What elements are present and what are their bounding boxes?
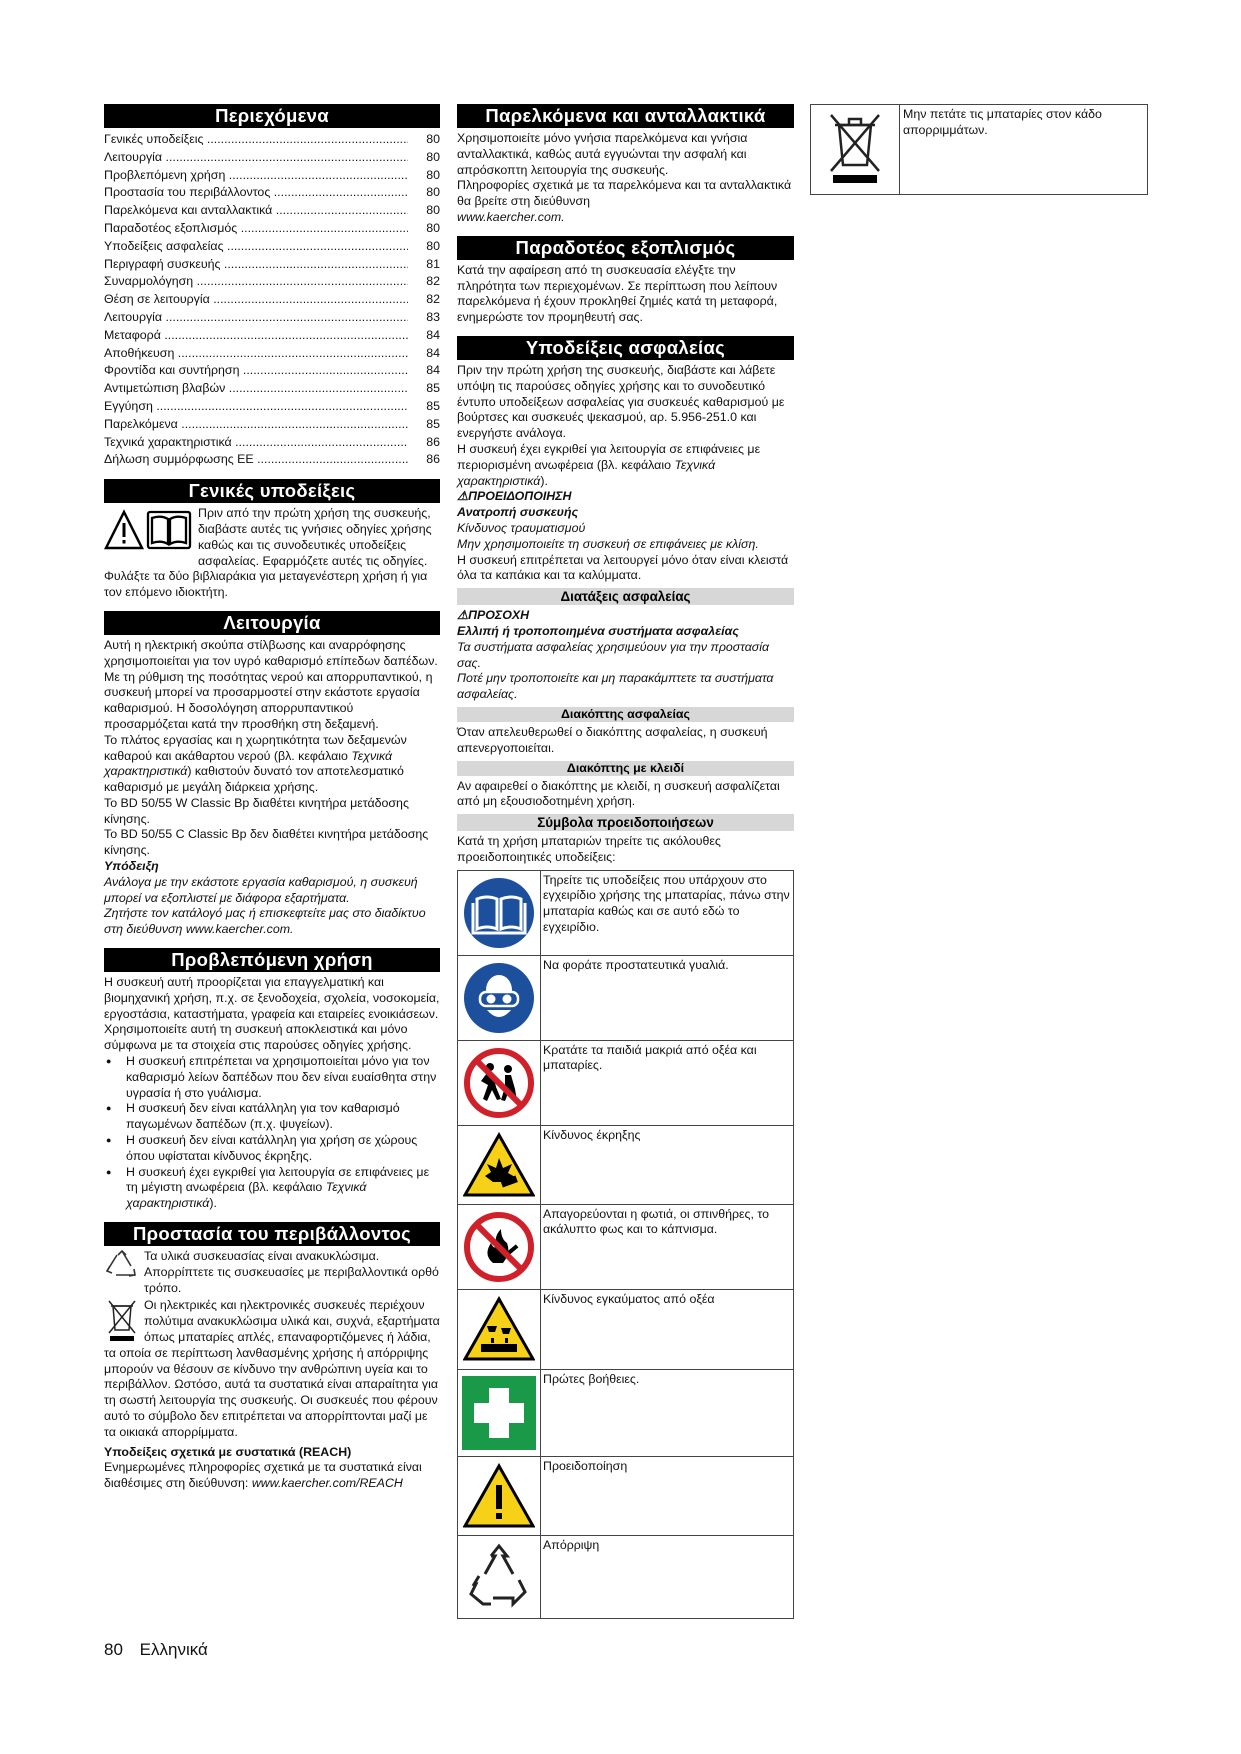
manual-book-icon — [463, 877, 535, 949]
table-row — [458, 955, 794, 1040]
toc-entry-page: 80 — [426, 203, 440, 218]
toc-entry-label: Συναρμολόγηση ..... — [104, 273, 408, 291]
accessories-p1: Χρησιμοποιείτε μόνο γνήσια παρελκόμενα και γνήσια ανταλλακτικά, καθώς αυτά εγγυώνται την ασφαλή και απρόσκοπτη λειτουργία της συσκευής. — [457, 131, 748, 177]
toc-entry-label: Θέση σε λειτουργία ..... — [104, 291, 408, 309]
toc-entry-page: 84 — [426, 327, 440, 342]
table-row — [458, 1289, 794, 1369]
note-text-2: Ζητήστε τον κατάλογό μας ή επισκεφτείτε μας στο διαδίκτυο στη διεύθυνση www.kaercher.com. — [104, 906, 426, 937]
safety-goggles-icon — [463, 962, 535, 1034]
symbol-text: Κίνδυνος εγκαύματος από οξέα — [541, 1289, 794, 1369]
list-item: ● Η συσκευή δεν είναι κατάλληλη για χρήση σε χώρους όπου υφίσταται κίνδυνος έκρηξης. — [126, 1133, 440, 1165]
symbol-text: Πρώτες βοήθειες. — [541, 1369, 794, 1456]
reach-link[interactable]: www.kaercher.com/REACH — [251, 1476, 403, 1491]
table-row — [458, 1204, 794, 1289]
toc-entry-page: 82 — [426, 274, 440, 289]
toc-entry-label: Προστασία του περιβάλλοντος ..... — [104, 184, 408, 202]
toc-entry-page: 80 — [426, 167, 440, 182]
toc-entry-label: Τεχνικά χαρακτηριστικά ..... — [104, 434, 408, 452]
list-item: ● Η συσκευή επιτρέπεται να χρησιμοποιείται μόνο για τον καθαρισμό λείων δαπέδων που δεν είναι ευαίσθητα στην υγρασία ή στο γυάλισμα. — [126, 1054, 440, 1101]
explosion-hazard-icon — [463, 1132, 535, 1198]
recycling-icon — [104, 1249, 140, 1281]
toc-entry-label: Προβλεπόμενη χρήση ..... — [104, 167, 408, 185]
toc-entry[interactable] — [104, 451, 440, 469]
toc-entry-label: Αποθήκευση ..... — [104, 345, 408, 363]
page-footer — [104, 1640, 208, 1660]
toc-entry-page: 81 — [426, 256, 440, 271]
toc-entry-page: 80 — [426, 132, 440, 146]
toc-entry[interactable] — [104, 184, 440, 202]
function-p1: Αυτή η ηλεκτρική σκούπα στίλβωσης και αναρρόφησης χρησιμοποιείται για τον υγρό καθαρισμό επίπεδων δαπέδων. — [104, 637, 438, 668]
toc-entry-page: 84 — [426, 363, 440, 378]
toc-entry[interactable] — [104, 398, 440, 416]
symbol-cell — [458, 1125, 541, 1204]
column-right — [810, 104, 1148, 195]
list-item: ● Η συσκευή δεν είναι κατάλληλη για τον καθαρισμό παγωμένων δαπέδων (π.χ. ψυγείων). — [126, 1101, 440, 1133]
key-switch-heading: Διακόπτης με κλειδί — [457, 761, 794, 776]
toc-entry-label: Παραδοτέος εξοπλισμός ..... — [104, 220, 408, 238]
crossed-bin-icon — [825, 109, 885, 185]
environment-p2: Οι ηλεκτρικές και ηλεκτρονικές συσκευές περιέχουν πολύτιμα ανακυκλώσιμα υλικά και, συχνά, εξαρτήματα όπως μπαταρίες απλές, επαναφορτιζόμενες ή λάδια, τα οποία σε περίπτωση λανθασμένης χρήσης ή απόρριψης μπορούν να θέσουν σε κίνδυνο την ανθρώπινη υγεία και το περιβάλλον. Ωστόσο, αυτά τα συστατικά είναι απαραίτητα για τη σωστή λειτουργία της συσκευής. Οι συσκευές που φέρουν αυτό το σύμβολο δεν επιτρέπεται να απορρίπτονται μαζί με τα οικιακά απορρίμματα. — [104, 1298, 440, 1439]
intended-use-list — [104, 1054, 440, 1165]
toc-entry-label: Παρελκόμενα και ανταλλακτικά ..... — [104, 202, 408, 220]
symbol-text: Κίνδυνος έκρηξης — [541, 1125, 794, 1204]
safety-p1: Πριν την πρώτη χρήση της συσκευής, διαβάστε και λάβετε υπόψη τις παρούσες οδηγίες χρήσης και το συνοδευτικό έντυπο υποδείξεων ασφαλείας για συσκευές καθαρισμού με βούρτσες και συσκευές ψεκασμού, αρ. 5.956-251.0 και ενεργήστε ανάλογα. — [457, 362, 785, 441]
toc-entry-page: 80 — [426, 185, 440, 200]
symbol-cell — [458, 1289, 541, 1369]
toc-entry-label: Υποδείξεις ασφαλείας ..... — [104, 238, 408, 256]
function-p5: Το BD 50/55 C Classic Bp δεν διαθέτει κινητήρα μετάδοσης κίνησης. — [104, 827, 429, 858]
table-row — [458, 1040, 794, 1125]
environment-heading: Προστασία του περιβάλλοντος — [104, 1222, 440, 1246]
list-item: ● Η συσκευή έχει εγκριθεί για λειτουργία σε επιφάνειες με τη μέγιστη ανωφέρεια (βλ. κεφάλαιο Τεχνικά χαρακτηριστικά). — [126, 1165, 440, 1212]
scope-heading: Παραδοτέος εξοπλισμός — [457, 236, 794, 260]
toc-entry[interactable] — [104, 149, 440, 167]
toc-entry-page: 85 — [426, 398, 440, 413]
language-label: Ελληνικά — [139, 1640, 208, 1659]
table-row — [458, 1535, 794, 1618]
reach-text: Ενημερωμένες πληροφορίες σχετικά με τα συστατικά είναι διαθέσιμες στη διεύθυνση: www.kaercher.com/REACH — [104, 1460, 422, 1491]
no-fire-icon — [463, 1211, 535, 1283]
general-block — [104, 506, 440, 569]
symbols-heading: Σύμβολα προειδοποιήσεων — [457, 814, 794, 831]
toc-entry[interactable] — [104, 167, 440, 185]
toc-entry[interactable] — [104, 131, 440, 149]
symbol-cell — [458, 1369, 541, 1456]
toc-entry-label: Εγγύηση ..... — [104, 398, 408, 416]
function-p3: Το πλάτος εργασίας και η χωρητικότητα των δεξαμενών καθαρού και ακάθαρτου νερού (βλ. κεφάλαιο Τεχνικά χαρακτηριστικά) καθιστούν δυνατό τον αποτελεσματικό καθαρισμό με μεγάλη διάρκεια χρήσης. — [104, 732, 407, 795]
symbol-text: Να φοράτε προστατευτικά γυαλιά. — [541, 955, 794, 1040]
toc-entry[interactable] — [104, 327, 440, 345]
accessories-p2: Πληροφορίες σχετικά με τα παρελκόμενα και τα ανταλλακτικά θα βρείτε στη διεύθυνση — [457, 178, 792, 209]
safety-switch-text: Όταν απελευθερωθεί ο διακόπτης ασφαλείας, η συσκευή απενεργοποιείται. — [457, 724, 768, 755]
column-middle — [457, 104, 794, 1619]
toc-entry[interactable] — [104, 256, 440, 274]
function-p2: Με τη ρύθμιση της ποσότητας νερού και απορρυπαντικού, η συσκευή μπορεί να προσαρμοστεί στην εκάστοτε εργασία καθαρισμού. Η δοσολόγηση απορρυπαντικού προσαρμόζεται κατά την προσθήκη στη δεξαμενή. — [104, 669, 433, 731]
table-row — [458, 1369, 794, 1456]
warning-symbols-table — [457, 870, 794, 1619]
caution-title: Ελλιπή ή τροποποιημένα συστήματα ασφαλείας — [457, 623, 739, 638]
warning-title: Ανατροπή συσκευής — [457, 505, 579, 520]
tech-data-link[interactable]: Τεχνικά χαρακτηριστικά — [104, 748, 393, 779]
symbol-text: Απαγορεύονται η φωτιά, οι σπινθήρες, το ακάλυπτο φως και το κάπνισμα. — [541, 1204, 794, 1289]
note-title: Υπόδειξη — [104, 859, 159, 874]
general-text: Πριν από την πρώτη χρήση της συσκευής, διαβάστε αυτές τις γνήσιες οδηγίες χρήσης καθώς και τις συνοδευτικές υποδείξεις ασφαλείας. Εφαρμόζετε αυτές τις οδηγίες. — [198, 506, 432, 568]
toc-entry-page: 84 — [426, 345, 440, 360]
function-p4: Το BD 50/55 W Classic Bp διαθέτει κινητήρα μετάδοσης κίνησης. — [104, 795, 409, 826]
symbol-cell — [458, 1040, 541, 1125]
environment-block-2 — [104, 1298, 440, 1440]
toc-entry[interactable] — [104, 220, 440, 238]
warning-line-3: Η συσκευή επιτρέπεται να λειτουργεί μόνο όταν είναι κλειστά όλα τα καπάκια και τα καλύμματα. — [457, 552, 789, 583]
toc-entry-page: 80 — [426, 149, 440, 164]
warning-line-2: Μην χρησιμοποιείτε τη συσκευή σε επιφάνειες με κλίση. — [457, 536, 759, 551]
toc-entry-label: Δήλωση συμμόρφωσης ΕΕ ..... — [104, 451, 408, 469]
toc-entry-page: 86 — [426, 452, 440, 467]
table-row — [458, 870, 794, 955]
toc-entry[interactable] — [104, 273, 440, 291]
toc-entry[interactable] — [104, 434, 440, 452]
toc-entry[interactable] — [104, 345, 440, 363]
battery-disposal-table — [810, 104, 1148, 195]
first-aid-icon — [462, 1376, 536, 1450]
symbol-cell — [811, 105, 900, 195]
symbol-cell — [458, 955, 541, 1040]
keep-children-away-icon — [463, 1047, 535, 1119]
warning-icon — [463, 1463, 535, 1529]
column-left — [104, 104, 440, 1492]
toc-entry-label: Λειτουργία ..... — [104, 149, 408, 167]
page-number: 80 — [104, 1640, 123, 1659]
toc-entry-page: 80 — [426, 220, 440, 235]
caution-line-2: Ποτέ μην τροποποιείτε και μη παρακάμπτετε τα συστήματα ασφαλείας. — [457, 671, 774, 702]
reach-title: Υποδείξεις σχετικά με συστατικά (REACH) — [104, 1444, 352, 1459]
toc-entry-page: 83 — [426, 309, 440, 324]
symbols-intro: Κατά τη χρήση μπαταριών τηρείτε τις ακόλουθες προειδοποιητικές υποδείξεις: — [457, 834, 721, 864]
scope-p1: Κατά την αφαίρεση από τη συσκευασία ελέγξτε την πληρότητα των περιεχομένων. Σε περίπτωση που λείπουν παρελκόμενα ή έχουν προκληθεί ζημιές κατά τη μεταφορά, ενημερώστε τον προμηθευτή σας. — [457, 262, 778, 325]
toc-entry-label: Γενικές υποδείξεις ..... — [104, 131, 408, 149]
toc-entry[interactable] — [104, 362, 440, 380]
toc-entry-label: Λειτουργία ..... — [104, 309, 408, 327]
symbol-cell — [458, 870, 541, 955]
toc-entry[interactable] — [104, 309, 440, 327]
battery-disposal-text: Μην πετάτε τις μπαταρίες στον κάδο απορριμμάτων. — [900, 105, 1148, 195]
toc-entry-label: Φροντίδα και συντήρηση ..... — [104, 362, 408, 380]
safety-switch-heading: Διακόπτης ασφαλείας — [457, 707, 794, 722]
tech-data-link[interactable]: Τεχνικά χαρακτηριστικά — [126, 1180, 367, 1211]
function-heading: Λειτουργία — [104, 611, 440, 635]
crossed-bin-icon — [104, 1298, 140, 1342]
toc-entry[interactable] — [104, 416, 440, 434]
recycling-icon — [463, 1542, 535, 1612]
toc-entry[interactable] — [104, 202, 440, 220]
toc-entry-label: Παρελκόμενα ..... — [104, 416, 408, 434]
symbol-cell — [458, 1456, 541, 1535]
symbol-text: Προειδοποίηση — [541, 1456, 794, 1535]
intended-use-list-last — [104, 1165, 440, 1212]
note-text-1: Ανάλογα με την εκάστοτε εργασία καθαρισμού, η συσκευή μπορεί να εξοπλιστεί με διάφορα εξαρτήματα. — [104, 874, 418, 905]
table-row — [458, 1125, 794, 1204]
toc-entry-label: Αντιμετώπιση βλαβών ..... — [104, 380, 408, 398]
general-heading: Γενικές υποδείξεις — [104, 479, 440, 503]
symbol-cell — [458, 1204, 541, 1289]
toc-entry-label: Περιγραφή συσκευής ..... — [104, 256, 408, 274]
environment-p1: Τα υλικά συσκευασίας είναι ανακυκλώσιμα. Απορρίπτετε τις συσκευασίες με περιβαλλοντικά ορθό τρόπο. — [144, 1249, 439, 1295]
symbol-text: Κρατάτε τα παιδιά μακριά από οξέα και μπαταρίες. — [541, 1040, 794, 1125]
toc-entry-label: Μεταφορά ..... — [104, 327, 408, 345]
safety-heading: Υποδείξεις ασφαλείας — [457, 336, 794, 360]
toc-entry[interactable] — [104, 380, 440, 398]
table-row — [458, 1456, 794, 1535]
toc-entry-page: 85 — [426, 416, 440, 431]
caution-line-1: Τα συστήματα ασφαλείας χρησιμεύουν για την προστασία σας. — [457, 639, 770, 670]
toc-entry-page: 86 — [426, 434, 440, 449]
warning-line-1: Κίνδυνος τραυματισμού — [457, 520, 586, 535]
symbol-text: Απόρριψη — [541, 1535, 794, 1618]
accessories-heading: Παρελκόμενα και ανταλλακτικά — [457, 104, 794, 128]
caution-label: ⚠ΠΡΟΣΟΧΗ — [457, 608, 530, 623]
toc-entry-page: 80 — [426, 238, 440, 253]
toc-entry[interactable] — [104, 291, 440, 309]
safety-devices-heading: Διατάξεις ασφαλείας — [457, 588, 794, 605]
toc-entry-page: 85 — [426, 381, 440, 396]
read-manual-icons — [104, 506, 194, 554]
safety-p2: Η συσκευή έχει εγκριθεί για λειτουργία σε επιφάνειες με περιορισμένη ανωφέρεια (βλ. κεφάλαιο Τεχνικά χαρακτηριστικά). — [457, 441, 761, 488]
warning-label: ⚠ΠΡΟΕΙΔΟΠΟΙΗΣΗ — [457, 489, 572, 504]
symbol-text: Τηρείτε τις υποδείξεις που υπάρχουν στο εγχειρίδιο χρήσης της μπαταρίας, πάνω στην μπαταρία καθώς και σε αυτό εδώ το εγχειρίδιο. — [541, 870, 794, 955]
symbol-cell — [458, 1535, 541, 1618]
toc-entry-page: 82 — [426, 292, 440, 307]
toc-heading: Περιεχόμενα — [104, 104, 440, 128]
intended-use-heading: Προβλεπόμενη χρήση — [104, 948, 440, 972]
intended-use-p1: Η συσκευή αυτή προορίζεται για επαγγελματική και βιομηχανική χρήση, π.χ. σε ξενοδοχεία, σχολεία, νοσοκομεία, εργοστάσια, καταστήματα, γραφεία και εταιρείες ενοικιάσεων. Χρησιμοποιείτε αυτή τη συσκευή αποκλειστικά και μόνο σύμφωνα με τα στοιχεία στις παρούσες οδηγίες χρήσης. — [104, 975, 440, 1053]
tech-data-link[interactable]: Τεχνικά χαρακτηριστικά — [457, 457, 716, 488]
table-of-contents — [104, 131, 440, 469]
general-text-2: Φυλάξτε τα δύο βιβλιαράκια για μεταγενέστερη χρήση ή για τον επόμενο ιδιοκτήτη. — [104, 569, 428, 600]
toc-entry[interactable] — [104, 238, 440, 256]
table-row — [811, 105, 1148, 195]
kaercher-link[interactable]: www.kaercher.com. — [457, 209, 565, 224]
acid-burn-icon — [463, 1296, 535, 1362]
key-switch-text: Αν αφαιρεθεί ο διακόπτης με κλειδί, η συσκευή ασφαλίζεται από μη εξουσιοδοτημένη χρήση. — [457, 778, 780, 809]
environment-block-1 — [104, 1249, 440, 1296]
